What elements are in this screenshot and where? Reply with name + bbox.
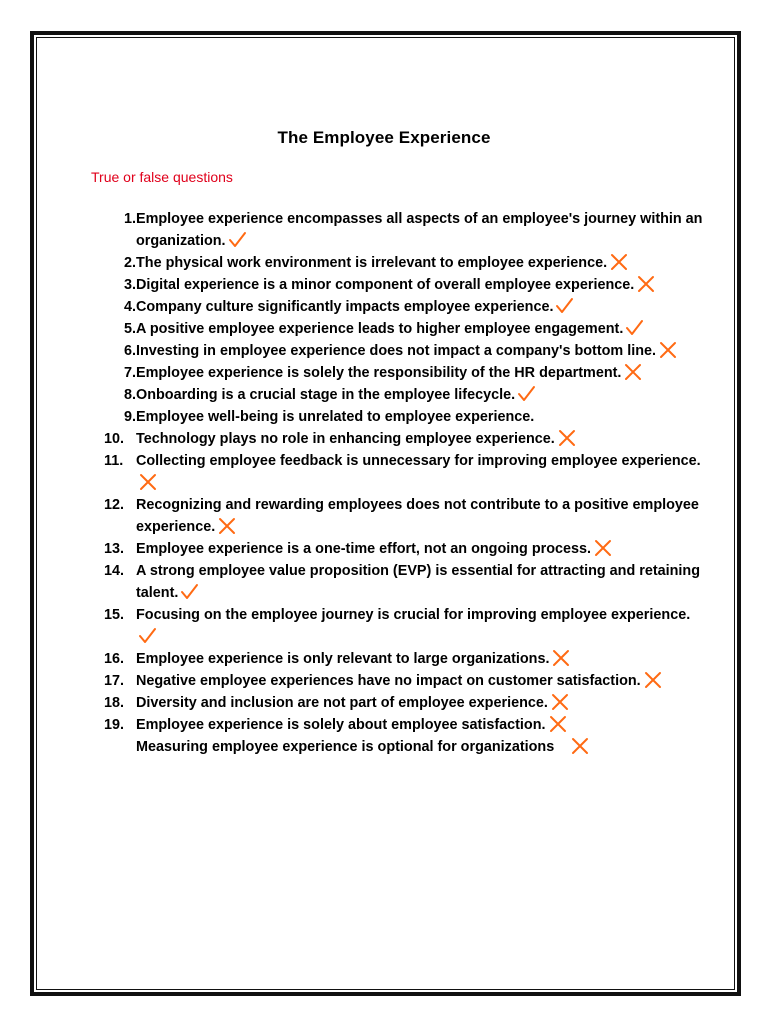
question-item: [104, 714, 704, 736]
cross-icon: [623, 362, 643, 380]
question-item: [104, 538, 704, 560]
question-text: Diversity and inclusion are not part of employee experience.: [136, 695, 548, 711]
question-text: Investing in employee experience does not impact a company's bottom line.: [136, 343, 657, 359]
question-item: [104, 560, 704, 604]
question-text: The physical work environment is irrelevant to employee experience.: [136, 255, 608, 271]
cross-icon: [570, 736, 590, 754]
question-text: Recognizing and rewarding employees does not contribute to a positive employee experience.: [136, 497, 699, 535]
question-text: Employee experience is solely about employee satisfaction.: [136, 717, 546, 733]
question-number: 18.: [104, 695, 125, 711]
question-number: 3.: [123, 277, 136, 293]
question-item: [104, 428, 704, 450]
check-icon: [228, 230, 248, 248]
cross-icon: [658, 340, 678, 358]
question-text: Onboarding is a crucial stage in the employee lifecycle.: [136, 387, 516, 403]
question-item: [104, 692, 704, 714]
question-list: [104, 208, 704, 758]
question-item: [104, 450, 704, 494]
cross-icon: [593, 538, 613, 556]
question-number: 4.: [123, 299, 136, 315]
question-item: [104, 296, 704, 318]
cross-icon: [636, 274, 656, 292]
question-number: 12.: [104, 497, 125, 513]
question-text: A strong employee value proposition (EVP) is essential for attracting and retaining talent.: [136, 563, 701, 601]
question-text: Employee experience is a one-time effort, not an ongoing process.: [136, 541, 592, 557]
question-text: Company culture significantly impacts employee experience.: [136, 299, 554, 315]
cross-icon: [548, 714, 568, 732]
question-number: 19.: [104, 717, 125, 733]
question-number: 6.: [123, 343, 136, 359]
question-text: Technology plays no role in enhancing employee experience.: [136, 431, 555, 447]
question-number: [104, 736, 136, 758]
question-number: 2.: [123, 255, 136, 271]
question-item: [104, 670, 704, 692]
question-number: 14.: [104, 563, 125, 579]
question-item: [104, 736, 704, 758]
check-icon: [517, 384, 537, 402]
question-number: 9.: [123, 409, 136, 425]
question-text: A positive employee experience leads to higher employee engagement.: [136, 321, 624, 337]
question-number: 11.: [104, 453, 124, 469]
cross-icon: [557, 428, 577, 446]
question-text: Employee experience is only relevant to large organizations.: [136, 651, 550, 667]
question-number: 16.: [104, 651, 125, 667]
question-number: 8.: [123, 387, 136, 403]
document-title: The Employee Experience: [277, 128, 491, 147]
question-text: Employee experience is solely the responsibility of the HR department.: [136, 365, 622, 381]
section-label: True or false questions: [91, 169, 233, 185]
check-icon: [555, 296, 575, 314]
question-item: [104, 252, 704, 274]
check-icon: [625, 318, 645, 336]
question-text: Employee experience encompasses all aspects of an employee's journey within an organization.: [136, 211, 703, 249]
question-item: [104, 406, 704, 428]
check-icon: [180, 582, 200, 600]
question-item: [104, 362, 704, 384]
question-number: 15.: [104, 607, 125, 623]
cross-icon: [217, 516, 237, 534]
cross-icon: [643, 670, 663, 688]
question-item: [104, 384, 704, 406]
question-number: 7.: [123, 365, 136, 381]
question-item: [104, 318, 704, 340]
cross-icon: [551, 648, 571, 666]
cross-icon: [550, 692, 570, 710]
question-text: Employee well-being is unrelated to employee experience.: [136, 409, 535, 425]
cross-icon: [138, 472, 158, 490]
question-item: [104, 340, 704, 362]
question-item: [104, 604, 704, 648]
question-text: Collecting employee feedback is unnecessary for improving employee experience.: [136, 453, 701, 469]
question-number: 17.: [104, 673, 125, 689]
question-item: [104, 648, 704, 670]
question-item: [104, 494, 704, 538]
question-text: Digital experience is a minor component of overall employee experience.: [136, 277, 635, 293]
question-number: 10.: [104, 431, 125, 447]
cross-icon: [609, 252, 629, 270]
question-item: [104, 274, 704, 296]
question-number: 1.: [123, 211, 136, 227]
question-number: 5.: [123, 321, 136, 337]
check-icon: [138, 626, 158, 644]
question-text: Focusing on the employee journey is crucial for improving employee experience.: [136, 607, 691, 623]
question-number: 13.: [104, 541, 125, 557]
question-text: Negative employee experiences have no impact on customer satisfaction.: [136, 673, 641, 689]
question-text: Measuring employee experience is optional for organizations: [136, 739, 555, 755]
question-item: [104, 208, 704, 252]
